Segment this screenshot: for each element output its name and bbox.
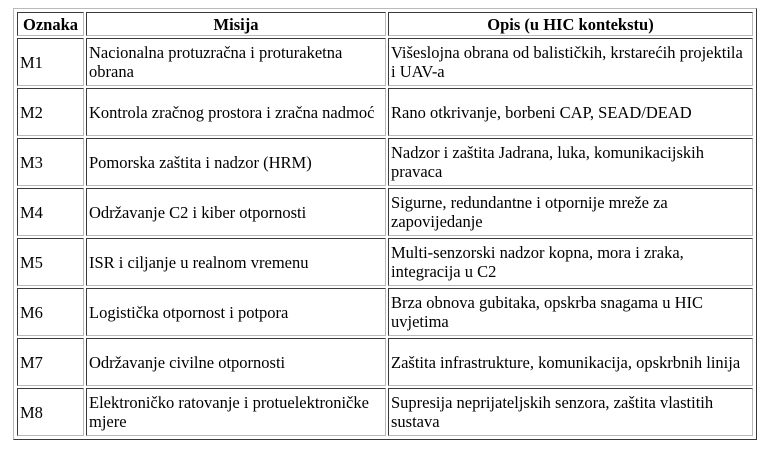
cell-code: M8 bbox=[17, 388, 84, 436]
cell-description: Sigurne, redundantne i otpornije mreže za zapovijedanje bbox=[388, 188, 753, 236]
cell-mission: ISR i ciljanje u realnom vremenu bbox=[86, 238, 386, 286]
cell-mission: Pomorska zaštita i nadzor (HRM) bbox=[86, 138, 386, 186]
table-row bbox=[17, 238, 753, 286]
cell-code: M2 bbox=[17, 88, 84, 136]
cell-code: M6 bbox=[17, 288, 84, 336]
header-description: Opis (u HIC kontekstu) bbox=[388, 12, 753, 36]
table-row bbox=[17, 138, 753, 186]
cell-description: Višeslojna obrana od balističkih, krstarećih projektila i UAV-a bbox=[388, 38, 753, 86]
cell-mission: Održavanje civilne otpornosti bbox=[86, 338, 386, 386]
cell-description: Zaštita infrastrukture, komunikacija, opskrbnih linija bbox=[388, 338, 753, 386]
cell-description: Nadzor i zaštita Jadrana, luka, komunikacijskih pravaca bbox=[388, 138, 753, 186]
cell-code: M7 bbox=[17, 338, 84, 386]
table-row bbox=[17, 188, 753, 236]
cell-description: Rano otkrivanje, borbeni CAP, SEAD/DEAD bbox=[388, 88, 753, 136]
cell-mission: Logistička otpornost i potpora bbox=[86, 288, 386, 336]
cell-code: M1 bbox=[17, 38, 84, 86]
cell-mission: Elektroničko ratovanje i protuelektroničke mjere bbox=[86, 388, 386, 436]
table-row bbox=[17, 38, 753, 86]
table-row bbox=[17, 388, 753, 436]
cell-mission: Kontrola zračnog prostora i zračna nadmoć bbox=[86, 88, 386, 136]
table-row bbox=[17, 88, 753, 136]
header-code: Oznaka bbox=[17, 12, 84, 36]
missions-table bbox=[15, 10, 755, 438]
table-row bbox=[17, 338, 753, 386]
cell-code: M5 bbox=[17, 238, 84, 286]
missions-table-frame bbox=[13, 8, 757, 440]
cell-code: M3 bbox=[17, 138, 84, 186]
table-header-row bbox=[17, 12, 753, 36]
cell-mission: Održavanje C2 i kiber otpornosti bbox=[86, 188, 386, 236]
header-mission: Misija bbox=[86, 12, 386, 36]
cell-code: M4 bbox=[17, 188, 84, 236]
cell-description: Brza obnova gubitaka, opskrba snagama u HIC uvjetima bbox=[388, 288, 753, 336]
table-row bbox=[17, 288, 753, 336]
cell-description: Supresija neprijateljskih senzora, zaštita vlastitih sustava bbox=[388, 388, 753, 436]
cell-mission: Nacionalna protuzračna i proturaketna obrana bbox=[86, 38, 386, 86]
cell-description: Multi-senzorski nadzor kopna, mora i zraka, integracija u C2 bbox=[388, 238, 753, 286]
